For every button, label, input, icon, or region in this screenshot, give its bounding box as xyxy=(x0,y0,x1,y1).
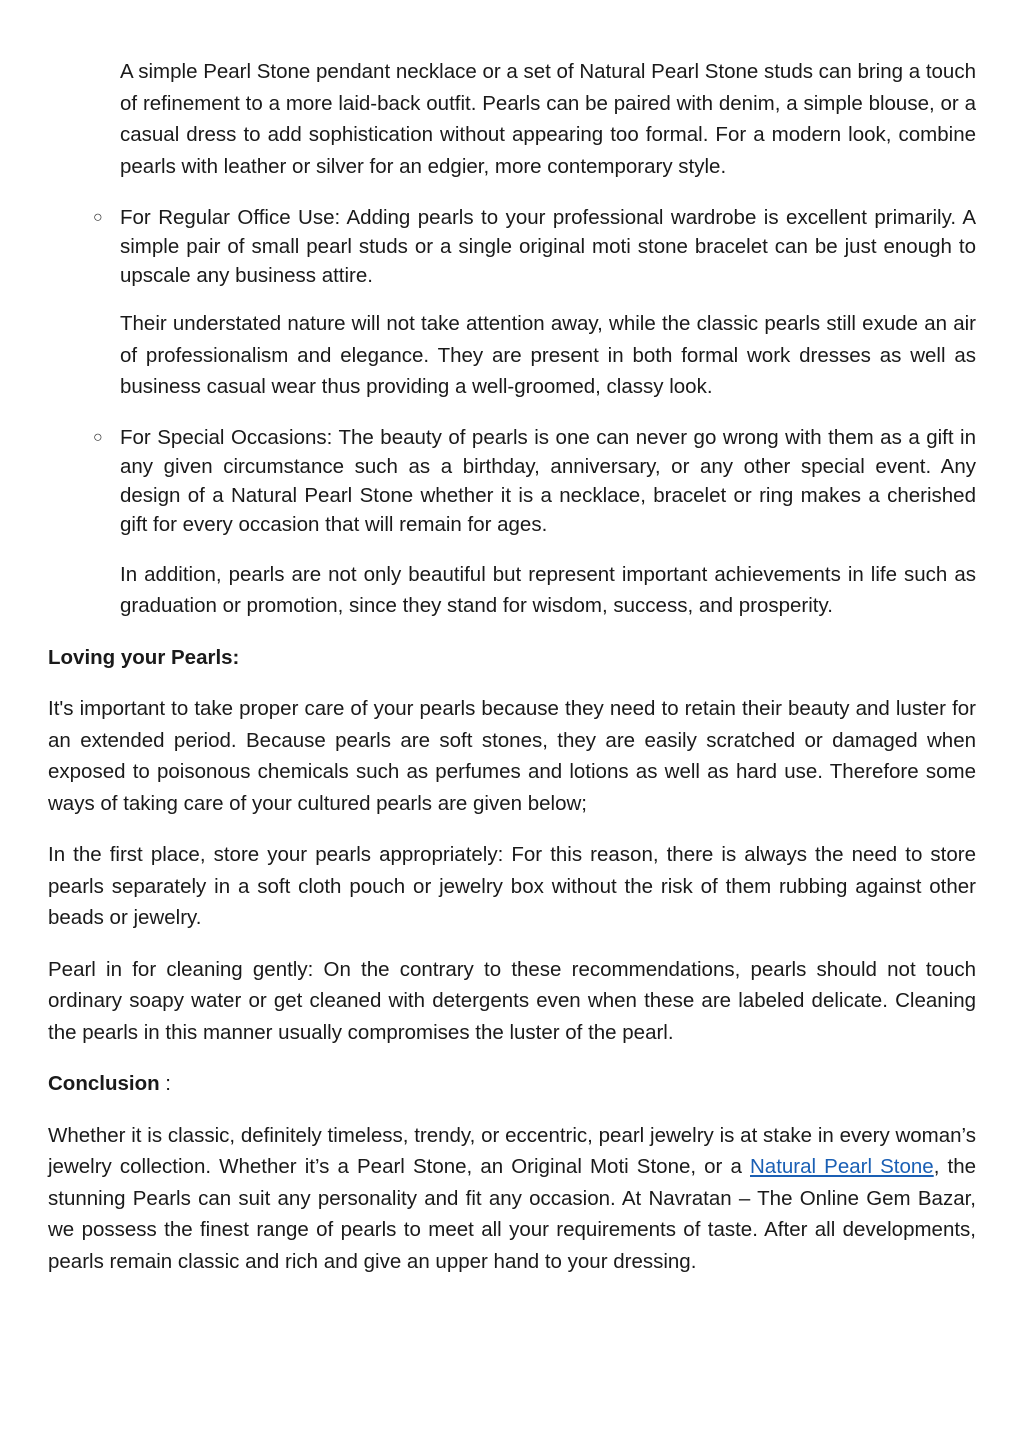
conclusion-heading: Conclusion xyxy=(48,1072,160,1095)
conclusion-text-after-link: , the stunning Pearls can suit any personality and fit any occasion. At Navratan – The Online Gem Bazar, we possess the finest range of pearls to meet all your requirements of taste. After all developments, pearls remain classic and rich and give an upper hand to your dressing. xyxy=(48,1155,977,1273)
list-item-special xyxy=(93,423,976,539)
care-paragraph-2: In the first place, store your pearls appropriately: For this reason, there is always the need to store pearls separately in a soft cloth pouch or jewelry box without the risk of them rubbing against other beads or jewelry. xyxy=(48,843,976,929)
special-followup-paragraph: In addition, pearls are not only beautiful but represent important achievements in life such as graduation or promotion, since they stand for wisdom, success, and prosperity. xyxy=(120,562,976,617)
special-occasions-text: For Special Occasions: The beauty of pearls is one can never go wrong with them as a gift in any given circumstance such as a birthday, anniversary, or any other special event. Any design of a Natural Pearl Stone whether it is a necklace, bracelet or ring makes a cherished gift for every occasion that will remain for ages. xyxy=(120,425,976,536)
document-page xyxy=(48,56,976,1277)
conclusion-heading-suffix: : xyxy=(159,1072,172,1095)
conclusion-text-before-link: Whether it is classic, definitely timeless, trendy, or eccentric, pearl jewelry is at stake in every woman’s jewelry collection. Whether it’s a Pearl Stone, an Original Moti Stone, or a xyxy=(48,1123,976,1178)
conclusion-paragraph xyxy=(48,1120,976,1278)
conclusion-heading-line xyxy=(48,1068,976,1100)
office-use-text: For Regular Office Use: Adding pearls to your professional wardrobe is excellent primarily. A simple pair of small pearl studs or a single original moti stone bracelet can be just enough to upscale any business attire. xyxy=(120,206,976,287)
care-paragraph-3: Pearl in for cleaning gently: On the contrary to these recommendations, pearls should not touch ordinary soapy water or get cleaned with detergents even when these are labeled delicate. Cleaning the pearls in this manner usually compromises the luster of the pearl. xyxy=(48,957,976,1044)
circle-bullet-icon: ○ xyxy=(93,209,103,226)
natural-pearl-stone-link[interactable]: Natural Pearl Stone xyxy=(750,1155,934,1178)
circle-bullet-icon: ○ xyxy=(93,428,103,446)
office-followup-paragraph: Their understated nature will not take attention away, while the classic pearls still exude an air of professionalism and elegance. They are present in both formal work dresses as well as business casual wear thus providing a well-groomed, classy look. xyxy=(120,312,976,398)
care-paragraph-1: It's important to take proper care of your pearls because they need to retain their beauty and luster for an extended period. Because pearls are soft stones, they are easily scratched or damaged when exposed to poisonous chemicals such as perfumes and lotions as well as hard use. Therefore some ways of taking care of your cultured pearls are given below; xyxy=(48,697,976,815)
list-item-office xyxy=(93,203,976,290)
casual-wear-paragraph: A simple Pearl Stone pendant necklace or a set of Natural Pearl Stone studs can bring a touch of refinement to a more laid-back outfit. Pearls can be paired with denim, a simple blouse, or a casual dress to add sophistication without appearing too formal. For a modern look, combine pearls with leather or silver for an edgier, more contemporary style. xyxy=(120,60,976,178)
care-heading: Loving your Pearls: xyxy=(48,645,240,669)
